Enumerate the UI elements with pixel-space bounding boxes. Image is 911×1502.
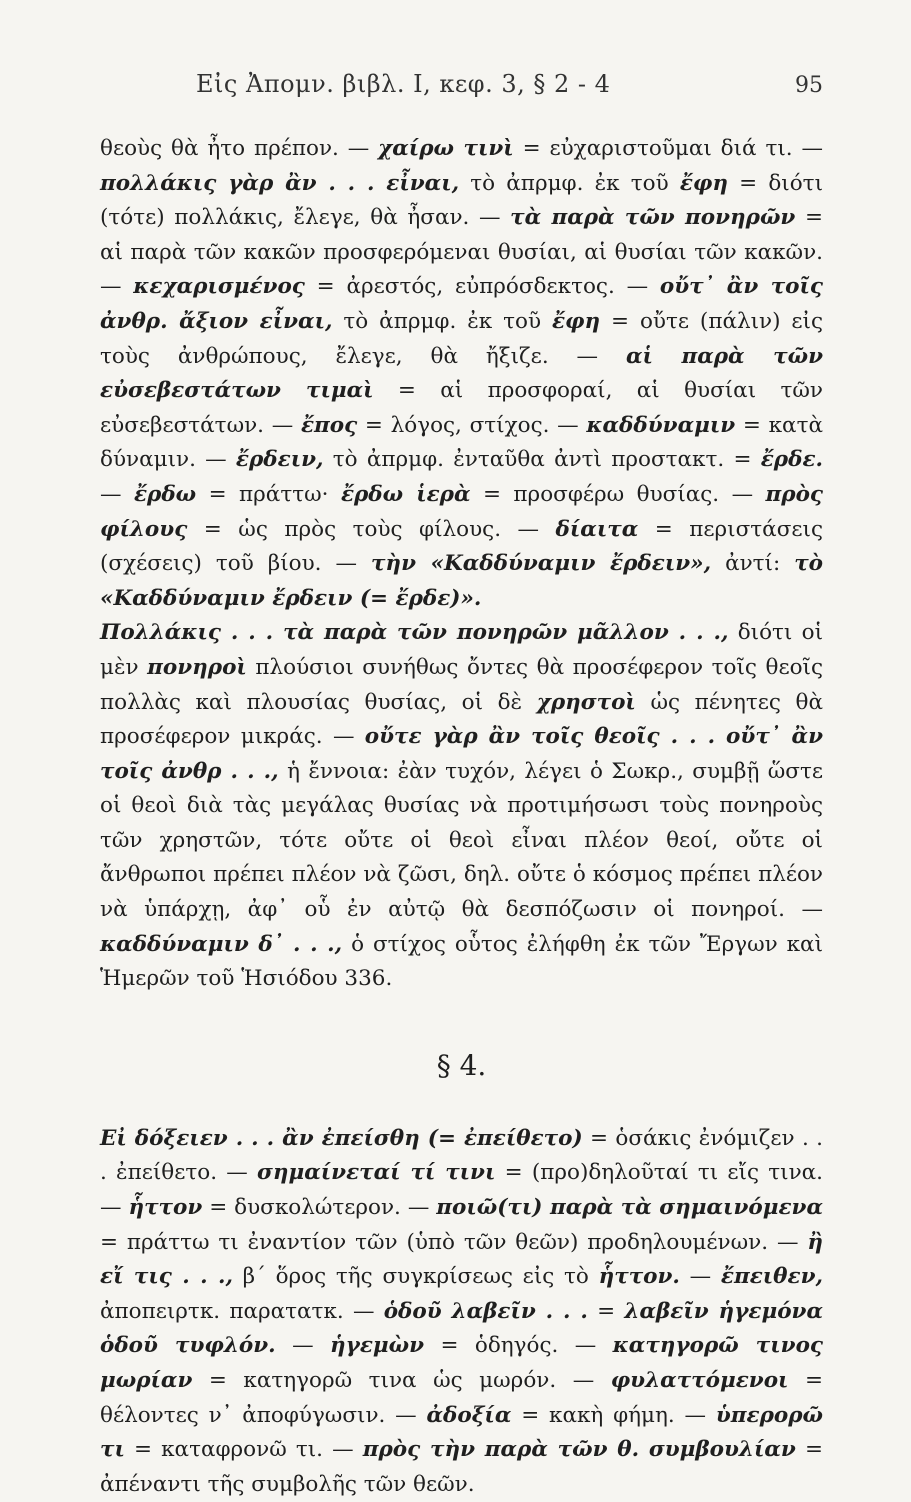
lemma: ἔπος	[300, 412, 358, 438]
gloss-text: = κακὴ φήμη. —	[511, 1402, 716, 1428]
lemma: ἧττον.	[598, 1264, 680, 1290]
lemma: τὴν «Καδδύναμιν ἔρδειν»,	[370, 551, 712, 577]
lemma: ἔφη	[679, 170, 728, 196]
lemma: ἔφη	[551, 308, 601, 334]
lemma: χαίρω τινὶ	[378, 136, 514, 161]
lemma: φυλαττόμενοι	[610, 1368, 789, 1393]
gloss-text: τὸ ἀπρμφ. ἐνταῦθα ἀντὶ προστακτ. =	[323, 447, 761, 473]
commentary-paragraph-2	[100, 616, 823, 997]
gloss-text: = πράττω·	[196, 481, 341, 507]
section-heading: § 4.	[436, 1048, 487, 1082]
gloss-text: = περιστάσεις (σχέσεις) τοῦ βίου. —	[100, 516, 823, 577]
gloss-text: τὸ ἀπρμφ. ἐκ τοῦ	[459, 170, 680, 196]
lemma: ἔρδειν,	[235, 447, 324, 473]
section-4-paragraph	[100, 1122, 823, 1502]
lemma: πολλάκις γὰρ ἂν . . . εἶναι,	[100, 170, 460, 196]
gloss-text: = εὐχαριστοῦμαι διά τι. —	[513, 136, 823, 161]
running-head	[100, 70, 823, 98]
lemma: οὔτε γὰρ ἂν τοῖς θεοῖς . . . οὔτ᾽ ἂν τοῖς ἀνθρ . . .,	[100, 724, 823, 784]
lemma: ἔρδω ἱερὰ	[340, 481, 471, 507]
lemma: πρὸς τὴν παρὰ τῶν θ. συμβουλίαν	[362, 1437, 796, 1463]
gloss-text: = ἀπέναντι τῆς συμβολῆς τῶν θεῶν.	[100, 1437, 823, 1497]
gloss-text: = αἱ παρὰ τῶν κακῶν προσφερόμεναι θυσίαι, αἱ θυσίαι τῶν κακῶν. —	[100, 205, 823, 300]
gloss-text: = κατὰ δύναμιν. —	[100, 412, 823, 473]
lemma: πρὸς φίλους	[100, 481, 823, 542]
commentary-paragraph-1	[100, 132, 823, 616]
lemma: λαβεῖν ἡγεμόνα ὁδοῦ τυφλόν.	[100, 1298, 823, 1359]
gloss-text: = λόγος, στίχος. —	[357, 412, 587, 438]
gloss-text: = ὁδηγός. —	[424, 1333, 613, 1359]
lemma: ὑπερορῶ τι	[100, 1402, 823, 1463]
gloss-text: = ὡς πρὸς τοὺς φίλους. —	[187, 516, 556, 542]
gloss-text: = καταφρονῶ τι. —	[124, 1437, 363, 1463]
page-number: 95	[795, 73, 823, 98]
lemma: ἔπειθεν,	[720, 1264, 823, 1290]
lemma: δίαιτα	[555, 516, 639, 542]
gloss-text: διότι οἱ μὲν	[100, 620, 824, 680]
lemma: ἔρδω	[133, 481, 197, 507]
lemma: ὁδοῦ λαβεῖν . . .	[383, 1298, 588, 1324]
lemma: ἀδοξία	[426, 1402, 512, 1428]
gloss-text: = πράττω τι ἐναντίον τῶν (ὑπὸ τῶν θεῶν) προδηλουμένων. —	[100, 1229, 808, 1255]
lemma: σημαίνεταί τί τινι	[257, 1160, 496, 1186]
gloss-text: ἀποπειρτκ. παρατατκ. —	[100, 1298, 384, 1324]
lemma: καδδύναμιν	[586, 412, 736, 438]
gloss-text: = προσφέρω θυσίας. —	[470, 481, 766, 507]
lemma: ἡγεμὼν	[330, 1333, 425, 1359]
lemma: αἱ παρὰ τῶν εὐσεβεστάτων τιμαὶ	[100, 343, 824, 404]
lemma: ποιῶ(τι) παρὰ τὰ σημαινόμενα	[436, 1195, 823, 1221]
gloss-text: = διότι (τότε) πολλάκις, ἔλεγε, θὰ ἦσαν. —	[100, 170, 824, 231]
running-head-title: Εἰς Ἀπομν. βιβλ. I, κεφ. 3, § 2 - 4	[196, 70, 611, 98]
gloss-text: θεοὺς θὰ ἦτο πρέπον. —	[100, 136, 379, 161]
gloss-text: ὡς πένητες θὰ προσέφερον μικράς. —	[100, 689, 823, 750]
gloss-text: —	[275, 1333, 331, 1359]
lemma: πονηροὶ	[147, 654, 247, 680]
lemma: ἔρδε.	[760, 447, 823, 473]
lemma: οὔτ᾽ ἂν τοῖς ἀνθρ. ἄξιον εἶναι,	[100, 274, 823, 334]
lemma: Πολλάκις . . . τὰ παρὰ τῶν πονηρῶν μᾶλλον . . .,	[100, 620, 729, 646]
gloss-text: = οὔτε (πάλιν) εἰς τοὺς ἀνθρώπους, ἔλεγε, θὰ ἤξιζε. —	[100, 308, 824, 369]
gloss-text: = ὁσάκις ἐνόμιζεν . . . ἐπείθετο. —	[100, 1125, 823, 1186]
gloss-text: —	[100, 481, 134, 507]
lemma: κεχαρισμένος	[133, 274, 305, 300]
gloss-text: = κατηγορῶ τινα ὡς μωρόν. —	[192, 1368, 611, 1393]
gloss-text: =	[587, 1298, 625, 1324]
lemma: χρηστοὶ	[536, 689, 636, 715]
gloss-text: β΄ ὅρος τῆς συγκρίσεως εἰς τὸ	[232, 1264, 599, 1290]
gloss-text: = θέλοντες ν᾽ ἀποφύγωσιν. —	[100, 1368, 823, 1428]
gloss-text: τὸ ἀπρμφ. ἐκ τοῦ	[332, 308, 552, 334]
gloss-text: = (προ)δηλοῦταί τι εἴς τινα. —	[100, 1160, 824, 1221]
lemma: τὸ «Καδδύναμιν ἔρδειν (= ἔρδε)».	[100, 551, 824, 611]
gloss-text: ἀντί:	[711, 551, 795, 577]
lemma: ἢ εἴ τις . . .,	[100, 1229, 823, 1290]
lemma: κατηγορῶ τινος μωρίαν	[100, 1333, 824, 1393]
gloss-text: = ἀρεστός, εὐπρόσδεκτος. —	[304, 274, 660, 300]
lemma: ἧττον	[128, 1195, 203, 1221]
gloss-text: ἡ ἔννοια: ἐὰν τυχόν, λέγει ὁ Σωκρ., συμβῇ ὥστε οἱ θεοὶ διὰ τὰς μεγάλας θυσίας νὰ προτιμήσωσι τοὺς πονηροὺς τῶν χρηστῶν, τότε οὔτε οἱ θεοὶ εἶναι πλέον θεοί, οὔτε οἱ ἄνθρωποι πρέπει πλέον νὰ ζῶσι, δηλ. οὔτε ὁ κόσμος πρέπει πλέον νὰ ὑπάρχῃ, ἀφ᾽ οὗ ἐν αὐτῷ θὰ δεσπόζωσιν οἱ πονηροί. —	[100, 758, 823, 923]
gloss-text: = αἱ προσφοραί, αἱ θυσίαι τῶν εὐσεβεστάτων. —	[100, 378, 823, 438]
gloss-text: πλούσιοι συνήθως ὄντες θὰ προσέφερον τοῖς θεοῖς πολλὰς καὶ πλουσίας θυσίας, οἱ δὲ	[100, 654, 823, 715]
gloss-text: ὁ στίχος οὗτος ἐλήφθη ἐκ τῶν Ἔργων καὶ Ἡμερῶν τοῦ Ἡσιόδου 336.	[100, 931, 823, 992]
gloss-text: = δυσκολώτερον. —	[202, 1195, 437, 1221]
lemma: Εἰ δόξειεν . . . ἂν ἐπείσθη (= ἐπείθετο)	[100, 1125, 583, 1151]
lemma: τὰ παρὰ τῶν πονηρῶν	[510, 205, 796, 231]
lemma: καδδύναμιν δ᾽ . . .,	[100, 931, 343, 957]
gloss-text: —	[679, 1264, 721, 1290]
